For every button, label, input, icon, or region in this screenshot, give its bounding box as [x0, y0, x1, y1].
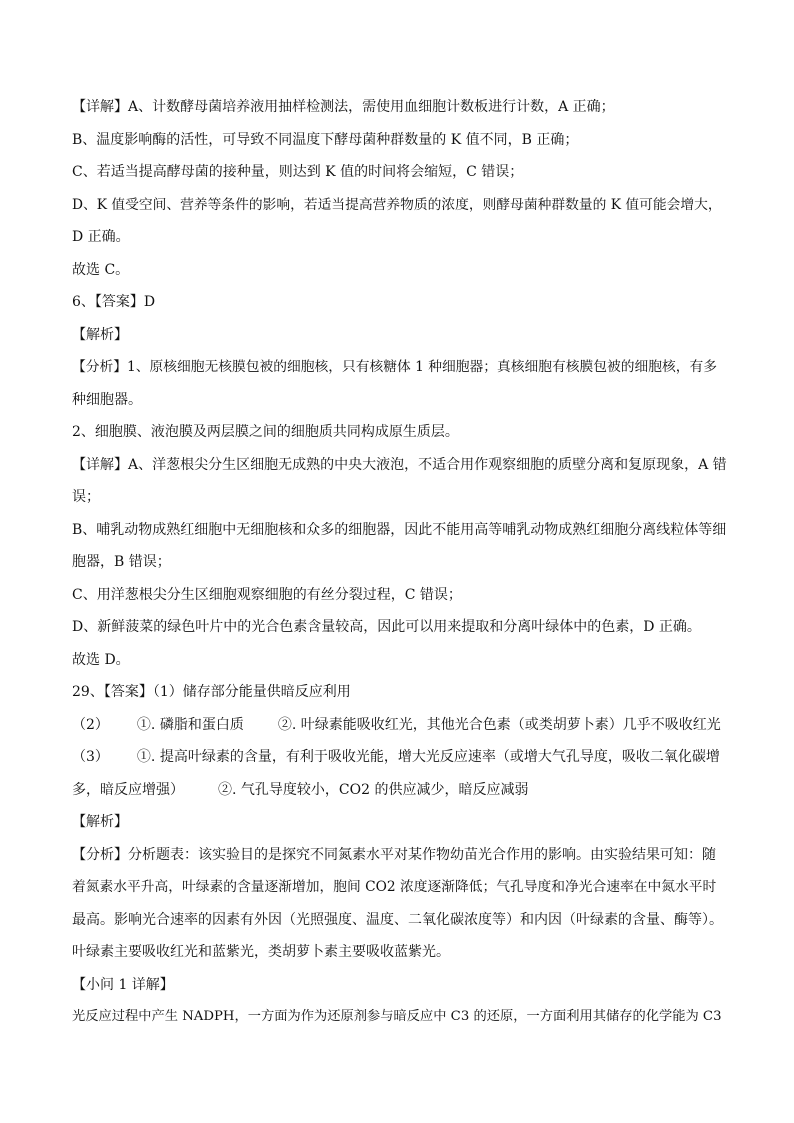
text-line: 故选 C。 — [72, 261, 130, 278]
document-page — [72, 91, 727, 1034]
answer-line-3 — [72, 741, 727, 774]
text-line: 【分析】1、原核细胞无核膜包被的细胞核，只有核糖体 1 种细胞器；真核细胞有核膜包被的细胞核，有多 — [72, 359, 717, 375]
answer-part: ②. 气孔导度较小，CO2 的供应减少，暗反应减弱 — [218, 781, 529, 798]
text-line: B、哺乳动物成熟红细胞中无细胞核和众多的细胞器，因此不能用高等哺乳动物成熟红细胞分离线粒体等细 — [72, 521, 727, 538]
text-line: 最高。影响光合速率的因素有外因（光照强度、温度、二氧化碳浓度等）和内因（叶绿素的含量、酶等）。 — [72, 911, 723, 928]
answer-heading: 29、【答案】（1）储存部分能量供暗反应利用 — [72, 684, 351, 700]
answer-heading: 6、【答案】D — [72, 294, 156, 310]
answer-part: ①. 提高叶绿素的含量，有利于吸收光能，增大光反应速率（或增大气孔导度，吸收二氧化碳增 — [136, 749, 720, 765]
text-line: D 正确。 — [72, 229, 130, 245]
text-line: 【详解】A、洋葱根尖分生区细胞无成熟的中央大液泡，不适合用作观察细胞的质壁分离和复原现象，A 错 — [72, 456, 727, 473]
text-line: C、用洋葱根尖分生区细胞观察细胞的有丝分裂过程，C 错误； — [72, 586, 462, 603]
text-line: 着氮素水平升高，叶绿素的含量逐渐增加，胞间 CO2 浓度逐渐降低；气孔导度和净光合速率在中氮水平时 — [72, 879, 717, 895]
text-line: 种细胞器。 — [72, 391, 142, 408]
text-line: 2、细胞膜、液泡膜及两层膜之间的细胞质共同构成原生质层。 — [72, 424, 459, 440]
answer-line-3-cont — [72, 774, 727, 807]
text-line: 光反应过程中产生 NADPH，一方面为作为还原剂参与暗反应中 C3 的还原，一方面利用其储存的化学能为 C3 — [72, 1009, 722, 1024]
text-line: 胞器，B 错误； — [72, 554, 171, 570]
text-line: B、温度影响酶的活性，可导致不同温度下酵母菌种群数量的 K 值不同，B 正确； — [72, 131, 579, 148]
text-line: 故选 D。 — [72, 651, 130, 668]
answer-line-2 — [72, 709, 727, 742]
text-line: 【分析】分析题表：该实验目的是探究不同氮素水平对某作物幼苗光合作用的影响。由实验结果可知：随 — [72, 846, 716, 863]
answer-part: ②. 叶绿素能吸收红光，其他光合色素（或类胡萝卜素）几乎不吸收红光 — [277, 716, 721, 733]
text-line: D、K 值受空间、营养等条件的影响，若适当提高营养物质的浓度，则酵母菌种群数量的 K 值可能会增大， — [72, 196, 722, 213]
text-line: D、新鲜菠菜的绿色叶片中的光合色素含量较高，因此可以用来提取和分离叶绿体中的色素，D 正确。 — [72, 619, 701, 635]
item-number: （3） — [72, 749, 109, 765]
analysis-heading: 【解析】 — [72, 326, 128, 343]
answer-part: 多，暗反应增强） — [72, 781, 184, 798]
text-line: 叶绿素主要吸收红光和蓝紫光，类胡萝卜素主要吸收蓝紫光。 — [72, 944, 450, 960]
item-number: （2） — [72, 716, 109, 733]
subquestion-heading: 【小问 1 详解】 — [72, 976, 174, 993]
answer-part: ①. 磷脂和蛋白质 — [136, 716, 244, 733]
analysis-heading: 【解析】 — [72, 814, 128, 830]
text-line: 【详解】A、计数酵母菌培养液用抽样检测法，需使用血细胞计数板进行计数，A 正确； — [72, 99, 615, 115]
text-line: C、若适当提高酵母菌的接种量，则达到 K 值的时间将会缩短，C 错误； — [72, 164, 524, 180]
text-line: 误； — [72, 489, 100, 505]
